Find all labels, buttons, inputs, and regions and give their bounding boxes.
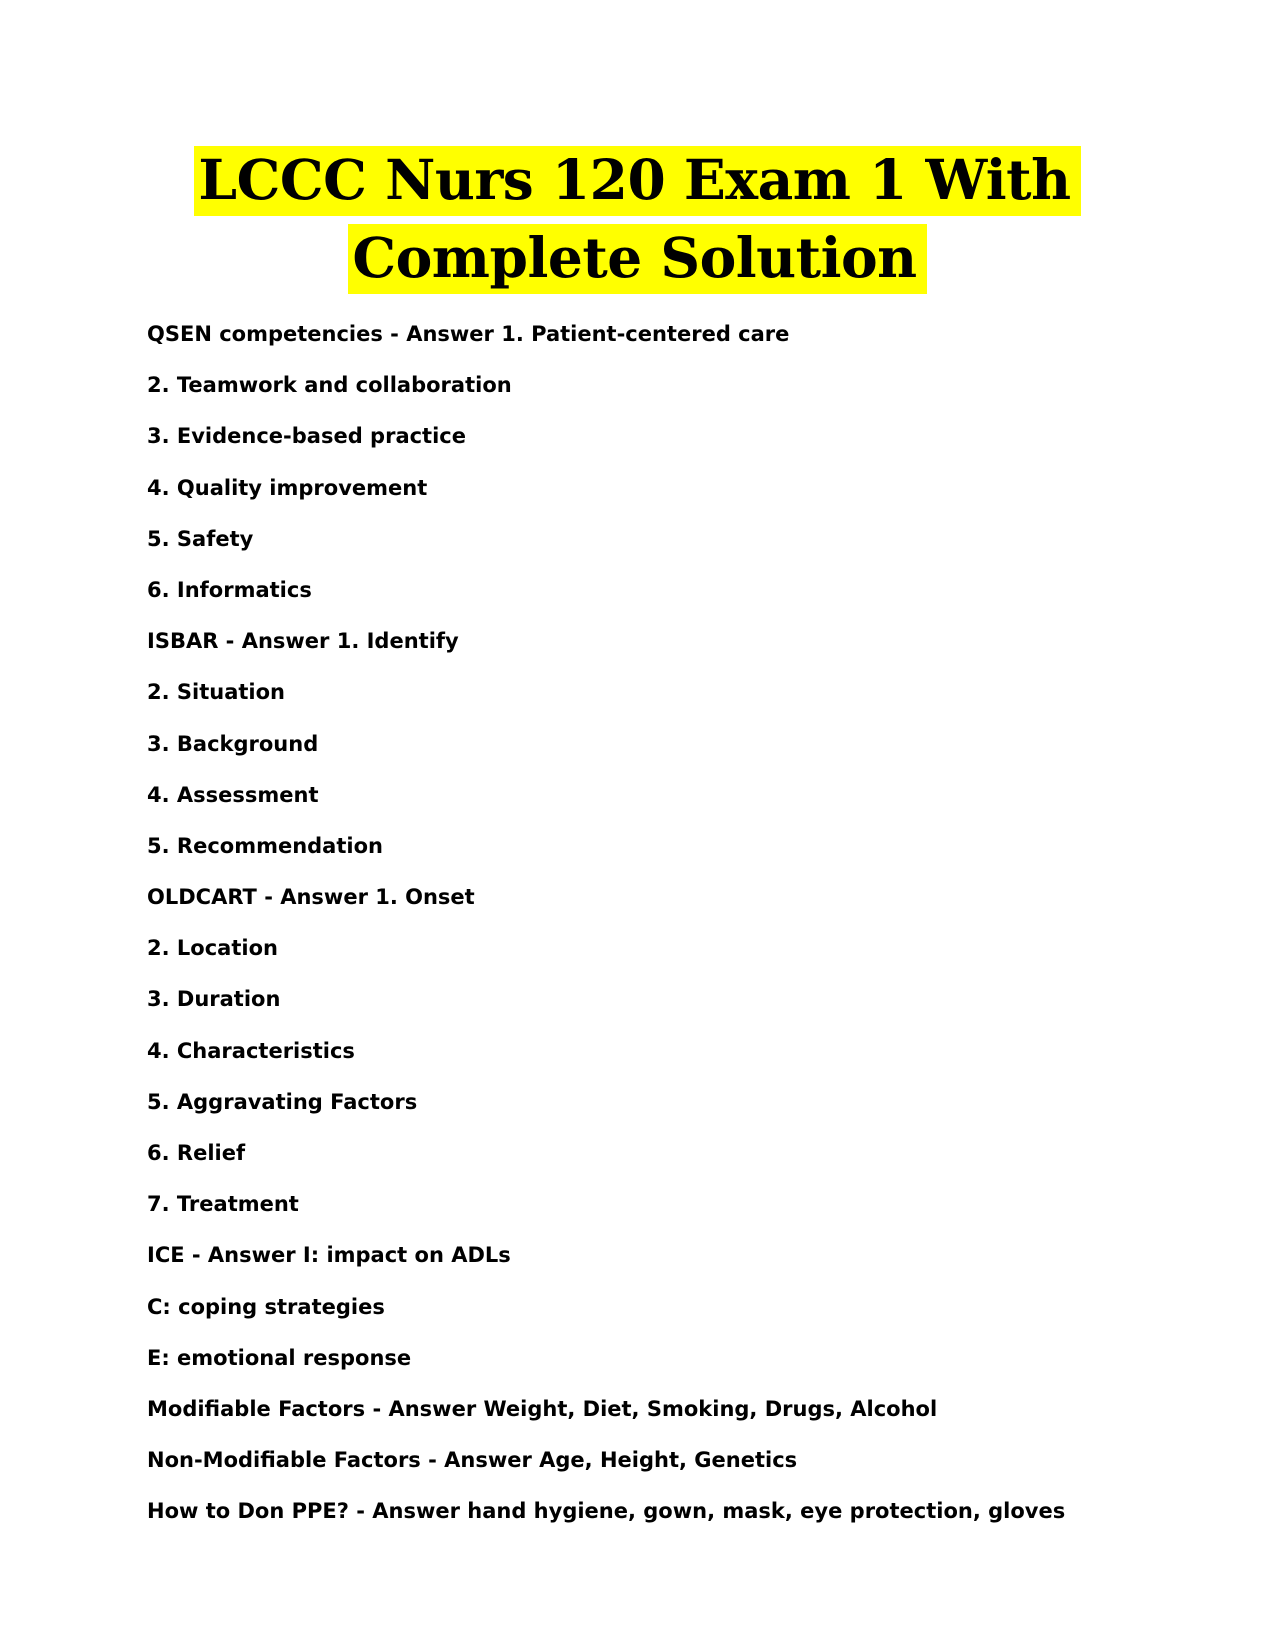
qa-line: 6. Relief (147, 1141, 246, 1165)
qa-line: QSEN competencies - Answer 1. Patient-centered care (147, 322, 790, 346)
qa-line: Modifiable Factors - Answer Weight, Diet, Smoking, Drugs, Alcohol (147, 1396, 938, 1421)
qa-line: 4. Quality improvement (147, 475, 428, 500)
qa-line: ICE - Answer I: impact on ADLs (147, 1243, 511, 1268)
qa-line: 2. Location (147, 936, 278, 961)
qa-line: 3. Background (147, 731, 319, 756)
qa-line: 4. Characteristics (147, 1038, 355, 1063)
title-highlight-2: Complete Solution (348, 224, 926, 294)
qa-line: C: coping strategies (147, 1294, 385, 1319)
title-line-2 (0, 224, 1275, 296)
qa-line: Non-Modifiable Factors - Answer Age, Height, Genetics (147, 1448, 798, 1473)
qa-line: 5. Safety (147, 526, 254, 551)
qa-line: 2. Situation (147, 680, 285, 705)
qa-line: 4. Assessment (147, 782, 319, 807)
qa-line: 7. Treatment (147, 1192, 299, 1217)
qa-line: 6. Informatics (147, 577, 312, 602)
qa-line: 2. Teamwork and collaboration (147, 373, 512, 398)
qa-content (147, 318, 1187, 1547)
qa-line: ISBAR - Answer 1. Identify (147, 629, 459, 654)
qa-line: How to Don PPE? - Answer hand hygiene, gown, mask, eye protection, gloves (147, 1499, 1066, 1524)
qa-line: OLDCART - Answer 1. Onset (147, 885, 475, 910)
qa-line: 5. Aggravating Factors (147, 1089, 418, 1114)
document-title (0, 146, 1275, 302)
qa-line: 3. Duration (147, 987, 281, 1012)
qa-line: 5. Recommendation (147, 833, 383, 858)
qa-line: 3. Evidence-based practice (147, 424, 466, 449)
title-highlight-1: LCCC Nurs 120 Exam 1 With (194, 146, 1080, 216)
qa-line: E: emotional response (147, 1345, 412, 1370)
title-line-1 (0, 146, 1275, 218)
